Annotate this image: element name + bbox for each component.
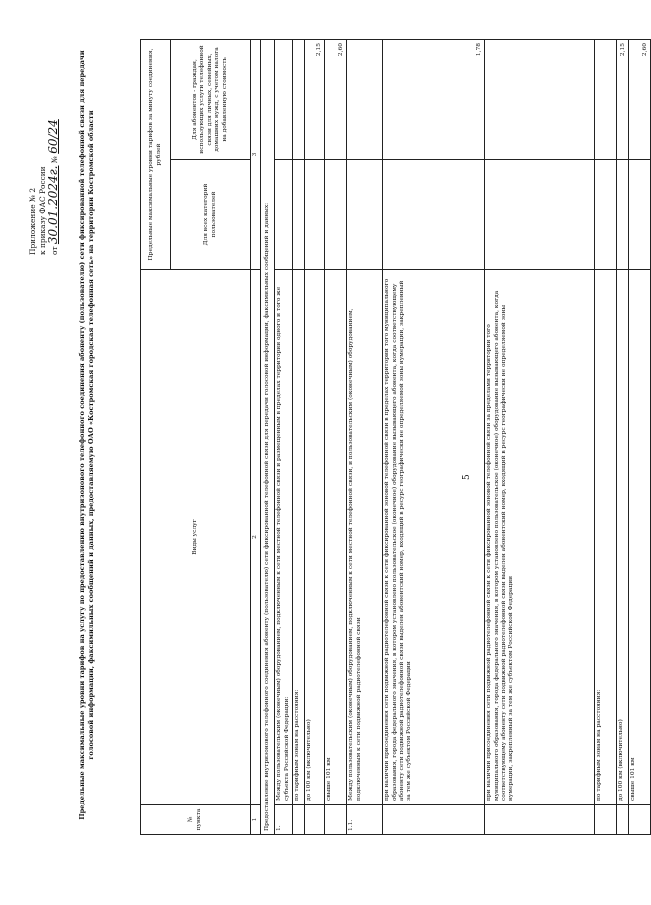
- table-row: [485, 39, 595, 834]
- row-price-all: [325, 160, 347, 270]
- row-number: [293, 805, 305, 835]
- row-price-citizens: [347, 39, 383, 159]
- row-price-all: [629, 160, 651, 270]
- row-service-text: по тарифным зонам на расстояния:: [293, 270, 305, 805]
- document-title: Предельные максимальные уровни тарифов на услугу по предоставлению внутризонового телефонного соединения абоненту (пользователю) сети фиксированной телефонной связи для передачи голосовой информации, факсимильных сообщений и данных, предоставляемую ОАО «Костромская городская телефонная сеть» на территории Костромской области: [78, 50, 95, 820]
- row-price-all: [293, 160, 305, 270]
- table-row: [617, 39, 629, 834]
- row-price-all: [617, 160, 629, 270]
- date-prefix: от: [50, 246, 59, 255]
- row-number: [595, 805, 617, 835]
- row-price-all: [347, 160, 383, 270]
- row-service-text: до 100 км (включительно): [617, 270, 629, 805]
- row-price-citizens: [293, 39, 305, 159]
- row-price-all: [485, 160, 595, 270]
- header-price: Предельные максимальные уровни тарифов за минуту соединения, рублей: [141, 39, 171, 269]
- row-number: [383, 805, 485, 835]
- row-price-citizens: 2,15: [617, 39, 629, 159]
- appendix-line-1: Приложение № 2: [28, 187, 37, 255]
- table-row: [275, 39, 293, 834]
- tariff-table: [140, 39, 651, 835]
- header-all-users: Для всех категорий пользователей: [171, 160, 251, 270]
- index-2: 2: [251, 270, 261, 805]
- row-number: [485, 805, 595, 835]
- row-price-citizens: 2,15: [305, 39, 325, 159]
- index-row: [251, 39, 261, 834]
- row-price-all: [383, 160, 485, 270]
- table-row: [629, 39, 651, 834]
- header-number: № пункта: [141, 805, 251, 835]
- handwritten-number: 60/24: [46, 119, 60, 154]
- tariff-table-body: [141, 39, 651, 834]
- table-row: [383, 39, 485, 834]
- row-price-citizens: [485, 39, 595, 159]
- table-row: [325, 39, 347, 834]
- row-number: [617, 805, 629, 835]
- handwritten-date: 30.01.2024г.: [46, 165, 60, 245]
- row-price-citizens: [595, 39, 617, 159]
- row-service-text: при наличии присоединения сети подвижной радиотелефонной связи к сети фиксированной зоновой телефонной связи за пределами территории того муниципального образования, города федерального значения, в котором установлено пользовательское (оконечное) оборудование вызывающего абонента, когда соответствующему абоненту сети подвижной радиотелефонной связи выделен абонентский номер, входящий в ресурс географически не определяемой зоны нумерации, закрепленный за тем же субъектом Российской Федерации: [485, 270, 595, 805]
- table-row: [595, 39, 617, 834]
- row-service-text: при наличии присоединения сети подвижной радиотелефонной связи к сети фиксированной зоновой телефонной связи в пределах территории того муниципального образования, города федерального значения, в котором установлено пользовательское (оконечное) оборудование вызывающего абонента, когда соответствующему абоненту сети подвижной радиотелефонной связи выделен абонентский номер, входящий в ресурс географически не определяемой зоны нумерации, закрепленный за тем же субъектом Российской Федерации: [383, 270, 485, 805]
- index-1: 1: [251, 805, 261, 835]
- index-3: 3: [251, 39, 261, 269]
- row-service-text: свыше 101 км: [325, 270, 347, 805]
- row-service-text: до 100 км (включительно): [305, 270, 325, 805]
- row-number: 1.1.: [347, 805, 383, 835]
- header-services: Виды услуг: [141, 270, 251, 805]
- row-price-citizens: 1,78: [383, 39, 485, 159]
- header-row-1: [141, 39, 171, 834]
- row-price-citizens: [275, 39, 293, 159]
- appendix-date-line: [48, 55, 60, 255]
- page-number: 5: [462, 474, 472, 480]
- row-number: [629, 805, 651, 835]
- appendix-line-2: к приказу ФАС России: [38, 166, 47, 255]
- row-price-citizens: 2,60: [325, 39, 347, 159]
- row-price-citizens: 2,60: [629, 39, 651, 159]
- section-title: Предоставление внутризонового телефонного соединения абоненту (пользователю) сети фиксированной телефонной связи для передачи голосовой информации, факсимильных сообщений и данных:: [261, 39, 275, 834]
- row-service-text: по тарифным зонам на расстояния:: [595, 270, 617, 805]
- row-service-text: свыше 101 км: [629, 270, 651, 805]
- section-row: [261, 39, 275, 834]
- row-number: [305, 805, 325, 835]
- row-service-text: Между пользовательским (оконечным) оборудованием, подключенным к сети местной телефонной связи, и пользовательским (оконечным) оборудованием, подключенным к сети подвижной радиотелефонной связи: [347, 270, 383, 805]
- table-row: [347, 39, 383, 834]
- number-prefix: №: [50, 156, 59, 164]
- header-citizens: Для абонентов - граждан, использующих услуги телефонной связи для личных, семейных, домашних нужд, с учетом налога на добавленную стоимость: [171, 39, 251, 159]
- row-price-all: [595, 160, 617, 270]
- row-number: 1.: [275, 805, 293, 835]
- row-price-all: [275, 160, 293, 270]
- row-service-text: Между пользовательским (оконечным) оборудованием, подключенным к сети местной телефонной связи и размещенным в пределах территории одного и того же субъекта Российской Федерации:: [275, 270, 293, 805]
- row-number: [325, 805, 347, 835]
- table-row: [305, 39, 325, 834]
- appendix-block: [28, 55, 60, 255]
- table-row: [293, 39, 305, 834]
- row-price-all: [305, 160, 325, 270]
